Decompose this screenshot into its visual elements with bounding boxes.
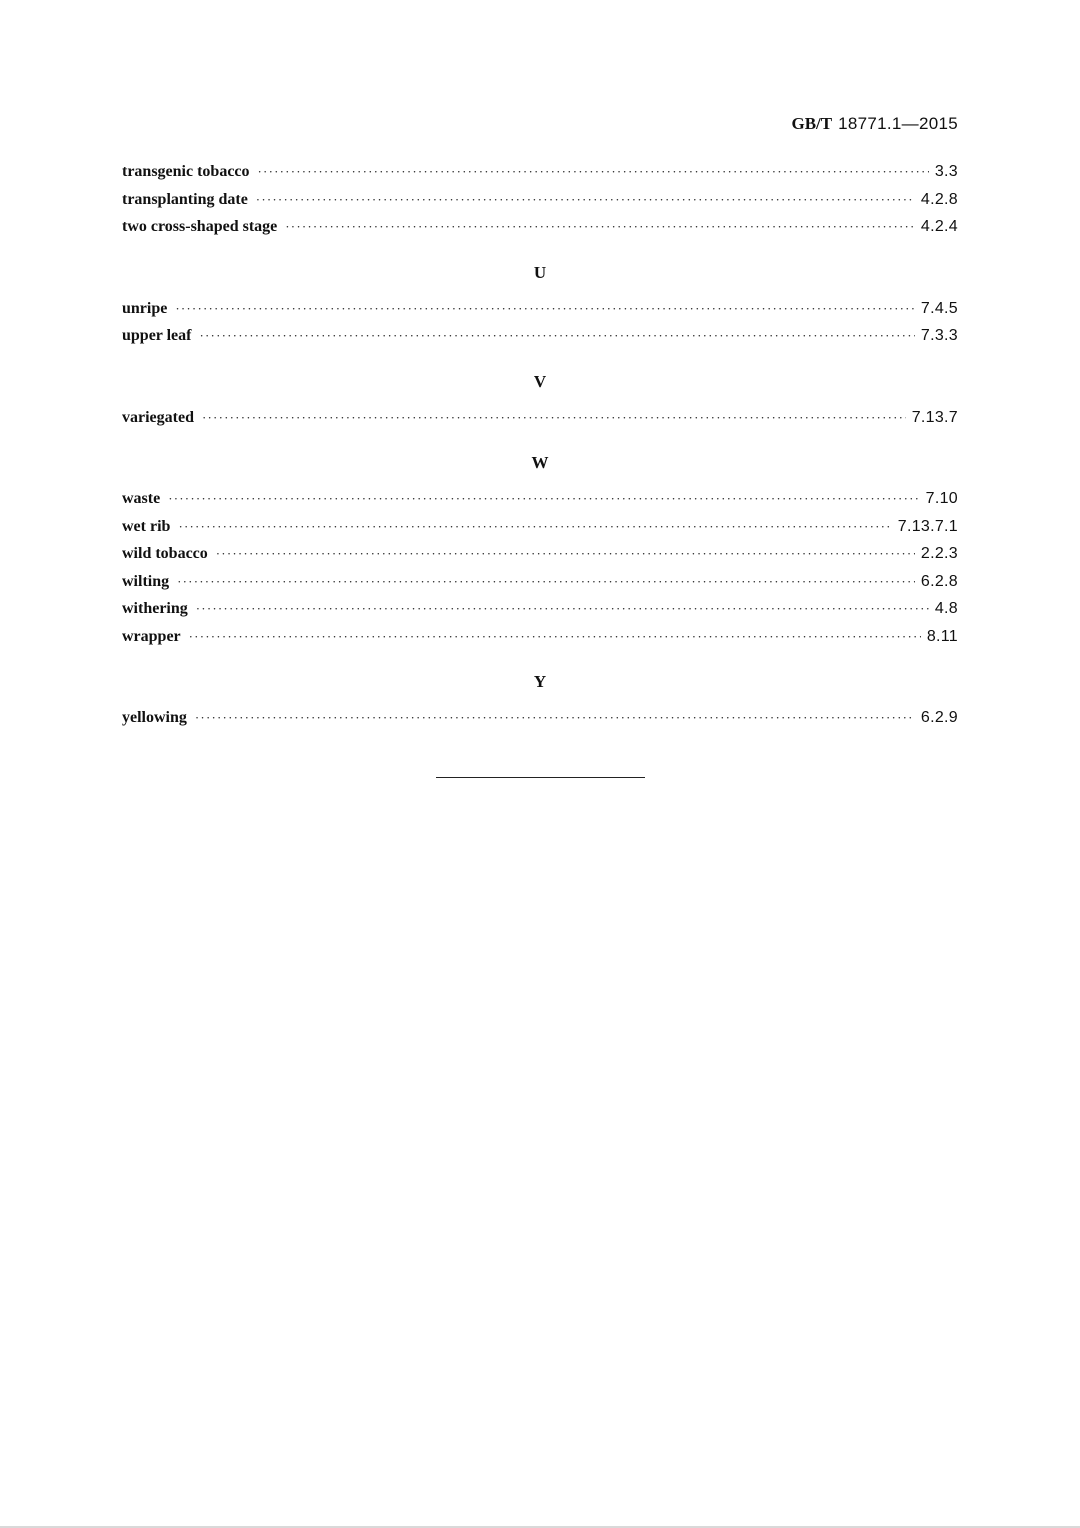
section-letter-heading: V [533,371,547,391]
standard-code-header [792,114,959,134]
index-ref: 8.11 [926,627,958,645]
dot-leader [196,601,929,617]
dot-leader [175,301,915,317]
index-term: variegated [122,408,194,426]
index-ref: 7.4.5 [920,299,958,317]
standard-code-number: 18771.1—2015 [838,114,958,133]
index-section-y [122,668,958,737]
index-list [122,163,958,737]
index-section-u [122,259,958,355]
index-ref: 3.3 [934,163,958,180]
index-entry [122,300,958,328]
dot-leader [177,574,915,590]
dot-leader [178,519,891,535]
index-ref: 6.2.9 [920,709,958,726]
index-ref: 7.3.3 [920,327,958,344]
index-entry [122,327,958,355]
dot-leader [195,710,915,726]
index-entry [122,573,958,601]
section-letter-heading: Y [533,672,547,691]
dot-leader [202,410,906,426]
dot-leader [216,546,915,562]
index-ref: 7.13.7 [911,408,958,426]
index-ref: 4.8 [934,600,958,617]
index-term: two cross-shaped stage [122,218,278,235]
index-ref: 7.13.7.1 [897,517,958,535]
dot-leader [285,219,915,235]
end-of-document-rule [436,777,645,778]
dot-leader [256,192,915,208]
index-ref: 6.2.8 [920,572,958,590]
index-term: unripe [122,299,168,317]
index-entry [122,600,958,628]
index-entry [122,163,958,191]
dot-leader [189,629,921,645]
index-term: wild tobacco [122,545,208,562]
index-entry [122,490,958,518]
index-term: upper leaf [122,327,192,344]
index-ref: 2.2.3 [920,545,958,562]
index-entry [122,545,958,573]
index-entry [122,709,958,737]
index-ref: 4.2.8 [920,190,958,208]
index-ref: 4.2.4 [920,218,958,235]
section-letter-heading: W [531,453,549,472]
index-section-w [122,449,958,655]
index-entry [122,191,958,219]
index-term: withering [122,600,188,617]
index-term: transplanting date [122,190,248,208]
index-term: wet rib [122,517,171,535]
dot-leader [168,491,919,507]
index-ref: 7.10 [925,490,958,507]
index-term: wilting [122,572,170,590]
dot-leader [199,328,914,344]
index-section-t [122,163,958,246]
dot-leader [258,164,929,180]
index-entry [122,518,958,546]
index-entry [122,409,958,437]
index-section-v [122,368,958,437]
index-term: wrapper [122,627,181,645]
index-term: transgenic tobacco [122,163,250,180]
section-letter-heading: U [533,262,547,282]
index-term: waste [122,490,161,507]
index-entry [122,628,958,656]
index-term: yellowing [122,709,187,726]
standard-code-prefix: GB/T [791,114,833,133]
index-entry [122,218,958,246]
